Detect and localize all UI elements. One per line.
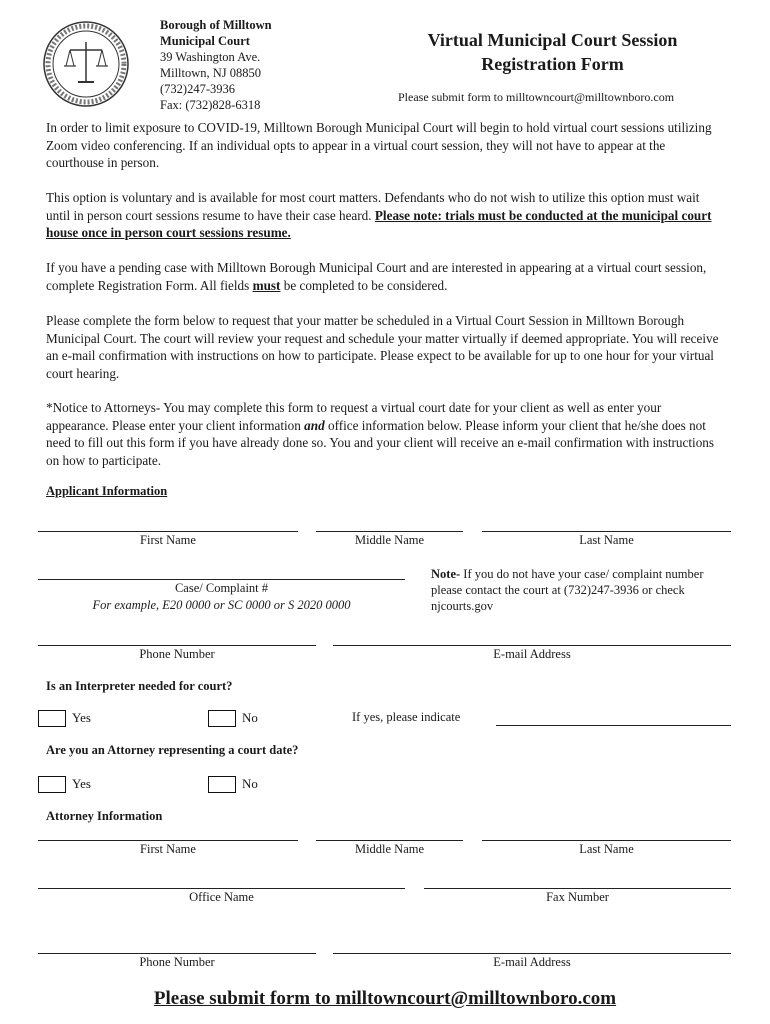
must-emphasis: must — [252, 277, 281, 293]
attorney-section-label: Attorney Information — [46, 809, 163, 823]
form-title-line2: Registration Form — [481, 54, 624, 74]
office-name-field[interactable] — [38, 888, 405, 889]
attorney-yes-label: Yes — [72, 776, 91, 791]
attorney-first-name-label: First Name — [140, 842, 196, 856]
court-address-line1: 39 Washington Ave. — [160, 50, 261, 64]
trials-note: Please note: trials must be conducted at the municipal court house once in person court sessions resume. — [46, 207, 712, 240]
applicant-middle-name-field[interactable] — [316, 531, 463, 532]
note-label: Note- — [431, 567, 461, 581]
pending-case-text-1: If you have a pending case with Milltown Borough Municipal Court and are interested in appearing at a virtual court session, complete Registration Form. All fields — [46, 260, 707, 293]
interpreter-question: Is an Interpreter needed for court? — [46, 679, 233, 693]
voluntary-text: This option is voluntary and is available for most court matters. Defendants who do not wish to utilize this option must wait until in person court sessions resume to have their case heard. — [46, 190, 700, 223]
court-fax: Fax: (732)828-6318 — [160, 98, 261, 112]
pending-case-paragraph — [46, 259, 726, 294]
applicant-email-field[interactable] — [333, 645, 731, 646]
interpreter-language-field[interactable] — [496, 725, 731, 726]
attorney-notice-text-1: *Notice to Attorneys- You may complete this form to request a virtual court date for your client as well as enter your appearance. Please enter your client information — [46, 400, 662, 433]
voluntary-paragraph — [46, 189, 726, 242]
court-address-line2: Milltown, NJ 08850 — [160, 66, 262, 80]
attorney-first-name-field[interactable] — [38, 840, 298, 841]
court-name-line1: Borough of Milltown — [160, 18, 272, 32]
attorney-email-field[interactable] — [333, 953, 731, 954]
interpreter-no-checkbox[interactable] — [208, 710, 236, 727]
attorney-yes-checkbox[interactable] — [38, 776, 66, 793]
form-title-line1: Virtual Municipal Court Session — [427, 30, 678, 50]
applicant-first-name-label: First Name — [140, 533, 196, 547]
applicant-phone-label: Phone Number — [139, 647, 215, 661]
attorney-last-name-label: Last Name — [579, 842, 634, 856]
attorney-middle-name-label: Middle Name — [354, 842, 425, 856]
attorney-phone-field[interactable] — [38, 953, 316, 954]
intro-paragraph: In order to limit exposure to COVID-19, Milltown Borough Municipal Court will begin to hold virtual court sessions utilizing Zoom video conferencing. If an individual opts to appear in a virtual court session, they will not have to appear at the courthouse in person. — [46, 120, 712, 170]
attorney-no-checkbox[interactable] — [208, 776, 236, 793]
fax-number-field[interactable] — [424, 888, 731, 889]
form-title — [380, 28, 725, 76]
applicant-email-label: E-mail Address — [493, 647, 571, 661]
court-seal-logo — [42, 20, 130, 108]
case-complaint-label: Case/ Complaint # — [174, 581, 269, 595]
instructions-paragraph: Please complete the form below to request that your matter be scheduled in a Virtual Court Session in Milltown Borough Municipal Court. The court will review your request and schedule your matter virtually if deemed appropriate. You will receive an e-mail confirmation with instructions on how to participate. Please expect to be available for up to one hour for your virtual court hearing. — [46, 313, 719, 381]
case-complaint-field[interactable] — [38, 579, 405, 580]
attorney-no-label: No — [242, 776, 258, 791]
interpreter-yes-label: Yes — [72, 710, 91, 725]
applicant-middle-name-label: Middle Name — [354, 533, 425, 547]
case-number-note — [431, 566, 731, 614]
applicant-last-name-label: Last Name — [579, 533, 634, 547]
attorney-middle-name-field[interactable] — [316, 840, 463, 841]
applicant-section-label: Applicant Information — [46, 484, 168, 498]
applicant-last-name-field[interactable] — [482, 531, 731, 532]
header-submit-note: Please submit form to milltowncourt@milltownboro.com — [398, 90, 675, 104]
interpreter-no-label: No — [242, 710, 258, 725]
court-contact-block — [160, 17, 272, 113]
note-text: If you do not have your case/ complaint number please contact the court at (732)247-3936 or check njcourts.gov — [431, 567, 704, 613]
attorney-question: Are you an Attorney representing a court date? — [46, 743, 299, 757]
applicant-phone-field[interactable] — [38, 645, 316, 646]
interpreter-indicate-label: If yes, please indicate — [352, 710, 461, 724]
and-emphasis: and — [304, 417, 325, 433]
attorney-last-name-field[interactable] — [482, 840, 731, 841]
court-phone: (732)247-3936 — [160, 82, 235, 96]
attorney-notice-paragraph — [46, 399, 726, 469]
pending-case-text-2: be completed to be considered. — [280, 277, 448, 293]
case-complaint-example: For example, E20 0000 or SC 0000 or S 2020 0000 — [92, 598, 351, 612]
footer-submit-link[interactable]: Please submit form to milltowncourt@milltownboro.com — [153, 988, 617, 1009]
office-name-label: Office Name — [189, 890, 254, 904]
attorney-phone-label: Phone Number — [139, 955, 215, 969]
fax-number-label: Fax Number — [546, 890, 609, 904]
attorney-notice-text-2: office information below. Please inform your client that he/she does not need to fill out this form if you have already done so. You and your client will receive an e-mail confirmation with instructions on how to participate. — [46, 417, 715, 468]
interpreter-yes-checkbox[interactable] — [38, 710, 66, 727]
attorney-email-label: E-mail Address — [493, 955, 571, 969]
applicant-first-name-field[interactable] — [38, 531, 298, 532]
court-name-line2: Municipal Court — [160, 34, 250, 48]
